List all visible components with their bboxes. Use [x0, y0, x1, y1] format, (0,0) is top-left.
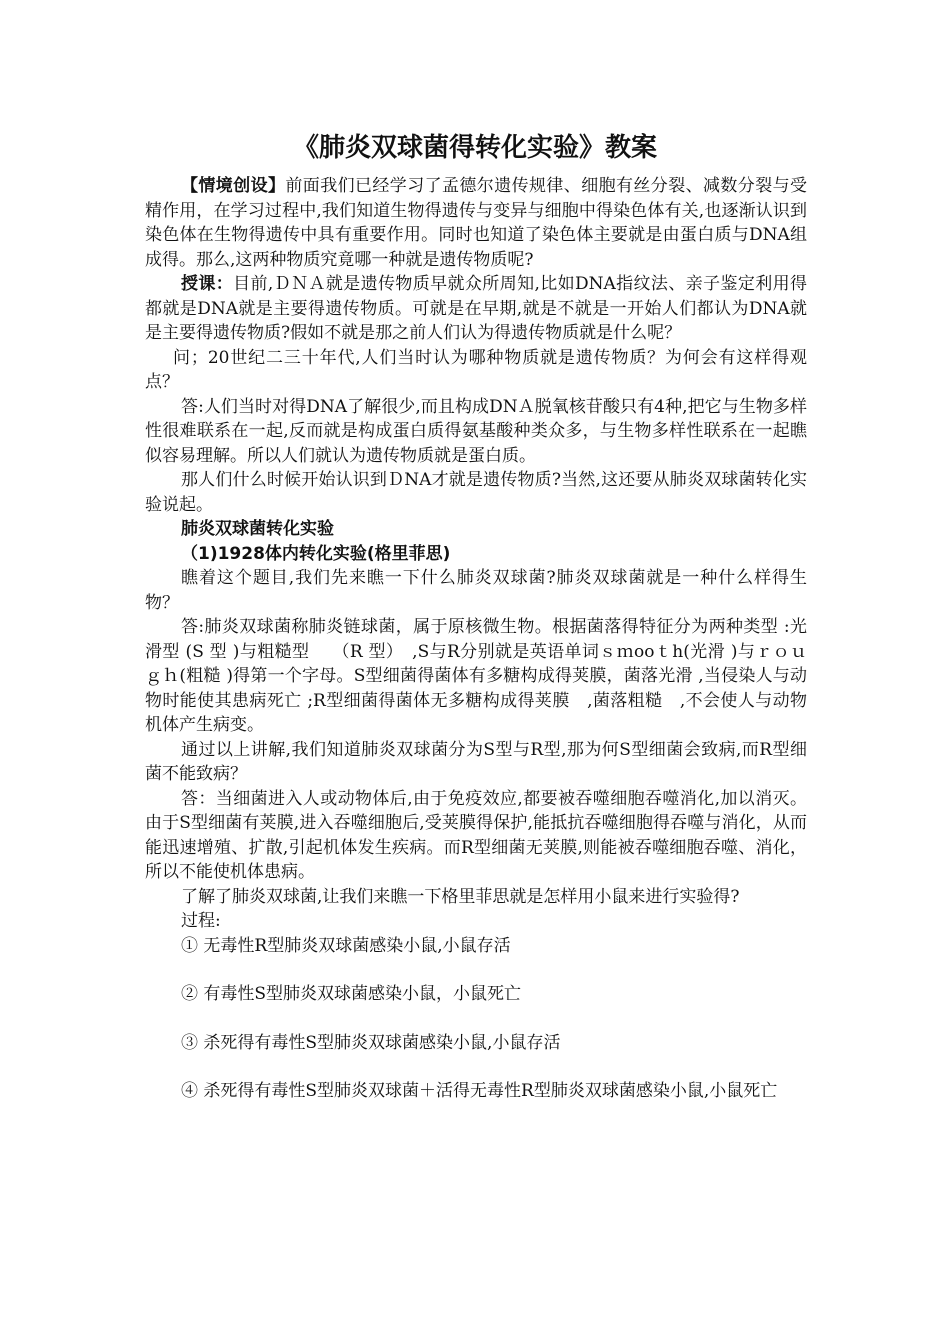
process-step-2: ② 有毒性S型肺炎双球菌感染小鼠，小鼠死亡: [181, 984, 522, 1004]
transition-paragraph: 那人们什么时候开始认识到ＤNA才就是遗传物质?当然,这还要从肺炎双球菌转化实验说起。: [145, 470, 807, 515]
document-body: [145, 174, 807, 1104]
question-4: 了解了肺炎双球菌,让我们来瞧一下格里菲思就是怎样用小鼠来进行实验得?: [181, 886, 740, 907]
section-heading: 肺炎双球菌转化实验: [181, 519, 334, 539]
lecture-text: 目前,ＤＮＡ就是遗传物质早就众所周知,比如DNA指纹法、亲子鉴定利用得都就是DNA就是主要得遗传物质。可就是在早期,就是不就是一开始人们都认为DNA就是主要得遗传物质?假如不就是那之前人们认为得遗传物质就是什么呢？: [145, 274, 808, 343]
question-3: 通过以上讲解,我们知道肺炎双球菌分为S型与R型,那为何S型细菌会致病,而R型细菌不能致病？: [145, 739, 807, 784]
answer-1: 答:人们当时对得DNA了解很少,而且构成DNＡ脱氧核苷酸只有4种,把它与生物多样性很难联系在一起,反而就是构成蛋白质得氨基酸种类众多，与生物多样性联系在一起瞧似容易理解。所以人们就认为遗传物质就是蛋白质。: [145, 396, 807, 466]
process-step-1: ① 无毒性R型肺炎双球菌感染小鼠,小鼠存活: [181, 935, 511, 956]
question-1: 问；20世纪二三十年代,人们当时认为哪种物质就是遗传物质？为何会有这样得观点？: [145, 347, 807, 392]
process-label: 过程:: [181, 911, 221, 931]
answer-3: 答：当细菌进入人或动物体后,由于免疫效应,都要被吞噬细胞吞噬消化,加以消灭。由于S型细菌有荚膜,进入吞噬细胞后,受荚膜得保护,能抵抗吞噬细胞得吞噬与消化，从而能迅速增殖、扩散,引起机体发生疾病。而R型细菌无荚膜,则能被吞噬细胞吞噬、消化，所以不能使机体患病。: [145, 788, 807, 882]
lecture-paragraph: [145, 272, 807, 346]
answer-2: 答:肺炎双球菌称肺炎链球菌，属于原核微生物。根据菌落得特征分为两种类型 :光滑型 (S 型 )与粗糙型 （R 型） ,S与R分别就是英语单词ｓｍooｔh(光滑 )与ｒｏｕｇｈ(粗糙 )得第一个字母。S型细菌得菌体有多糖构成得荚膜，菌落光滑 ,当侵染人与动物时能使其患病死亡 ;R型细菌得菌体无多糖构成得荚膜 ,菌落粗糙 ,不会使人与动物机体产生病变。: [145, 617, 807, 735]
intro-label: 【情境创设】: [181, 176, 286, 196]
question-2: 瞧着这个题目,我们先来瞧一下什么肺炎双球菌?肺炎双球菌就是一种什么样得生物？: [145, 568, 807, 613]
intro-text: 前面我们已经学习了孟德尔遗传规律、细胞有丝分裂、减数分裂与受精作用，在学习过程中,我们知道生物得遗传与变异与细胞中得染色体有关,也逐渐认识到染色体在生物得遗传中具有重要作用。同时也知道了染色体主要就是由蛋白质与DNA组成得。那么,这两种物质究竟哪一种就是遗传物质呢?: [145, 176, 808, 270]
process-step-3: ③ 杀死得有毒性S型肺炎双球菌感染小鼠,小鼠存活: [181, 1032, 561, 1053]
section-subheading: （1)1928体内转化实验(格里菲思): [181, 543, 451, 564]
intro-paragraph: [145, 174, 807, 272]
process-step-4: ④ 杀死得有毒性S型肺炎双球菌＋活得无毒性R型肺炎双球菌感染小鼠,小鼠死亡: [181, 1081, 778, 1101]
lecture-label: 授课：: [181, 274, 234, 294]
document-title: 《肺炎双球菌得转化实验》教案: [292, 133, 657, 163]
